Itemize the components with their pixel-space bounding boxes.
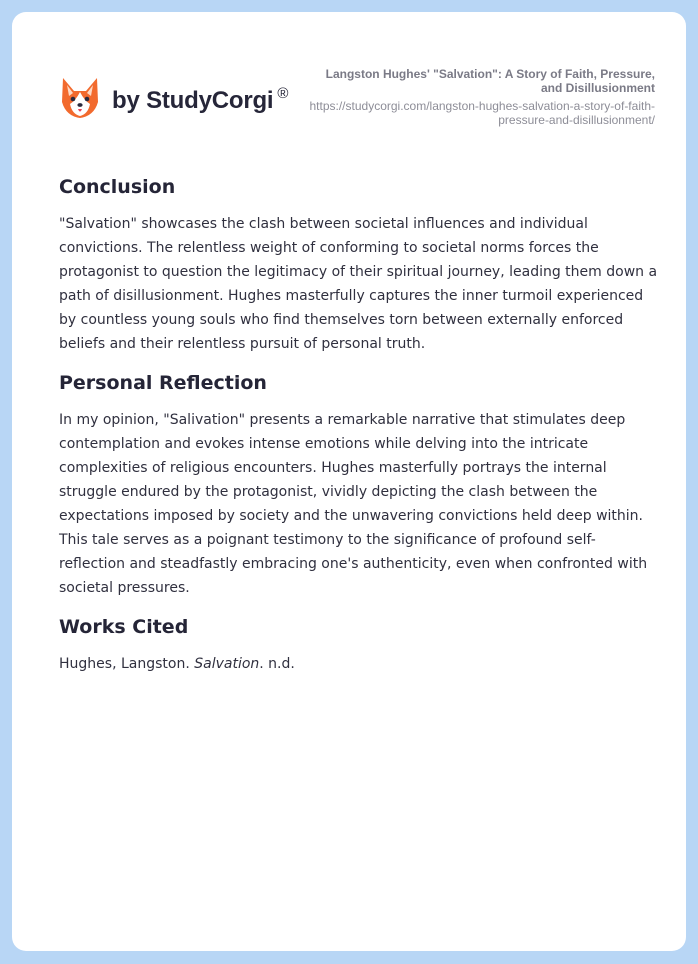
citation-entry bbox=[59, 652, 659, 676]
section-heading: Works Cited bbox=[59, 616, 189, 638]
document-title: Langston Hughes' "Salvation": A Story of Faith, Pressure, and Disillusionment bbox=[325, 67, 655, 95]
citation-suffix: . n.d. bbox=[259, 656, 295, 672]
section-paragraph: In my opinion, "Salivation" presents a remarkable narrative that stimulates deep contemplation and evokes intense emotions while delving into the intricate complexities of religious encounters. Hughes masterfully portrays the internal struggle endured by the protagonist, vividly depicting the clash between the expectations imposed by society and the unwavering convictions held deep within. This tale serves as a poignant testimony to the significance of profound self-reflection and steadfastly embracing one's authenticity, even when confronted with societal pressures. bbox=[59, 412, 648, 596]
section-works-cited bbox=[59, 615, 659, 676]
document-page bbox=[12, 12, 686, 951]
citation-title: Salvation bbox=[194, 656, 260, 672]
section-conclusion bbox=[59, 175, 659, 356]
studycorgi-logo[interactable] bbox=[60, 76, 288, 120]
corgi-icon bbox=[60, 76, 100, 120]
section-paragraph: "Salvation" showcases the clash between societal influences and individual convictions. The relentless weight of conforming to societal norms forces the protagonist to question the legitimacy of their spiritual journey, leading them down a path of disillusionment. Hughes masterfully captures the inner turmoil experienced by countless young souls who find themselves torn between externally enforced beliefs and their relentless pursuit of personal truth. bbox=[59, 216, 658, 352]
document-content bbox=[59, 175, 659, 676]
registered-mark: ® bbox=[277, 85, 289, 102]
document-url[interactable]: https://studycorgi.com/langston-hughes-salvation-a-story-of-faith-pressure-and-disillusionment/ bbox=[309, 99, 655, 127]
section-heading: Conclusion bbox=[59, 176, 176, 198]
brand-name: by StudyCorgi ® bbox=[112, 85, 289, 114]
section-personal-reflection bbox=[59, 371, 659, 600]
citation-author: Hughes, Langston. bbox=[59, 656, 190, 672]
section-heading: Personal Reflection bbox=[59, 372, 267, 394]
document-header bbox=[305, 67, 655, 127]
